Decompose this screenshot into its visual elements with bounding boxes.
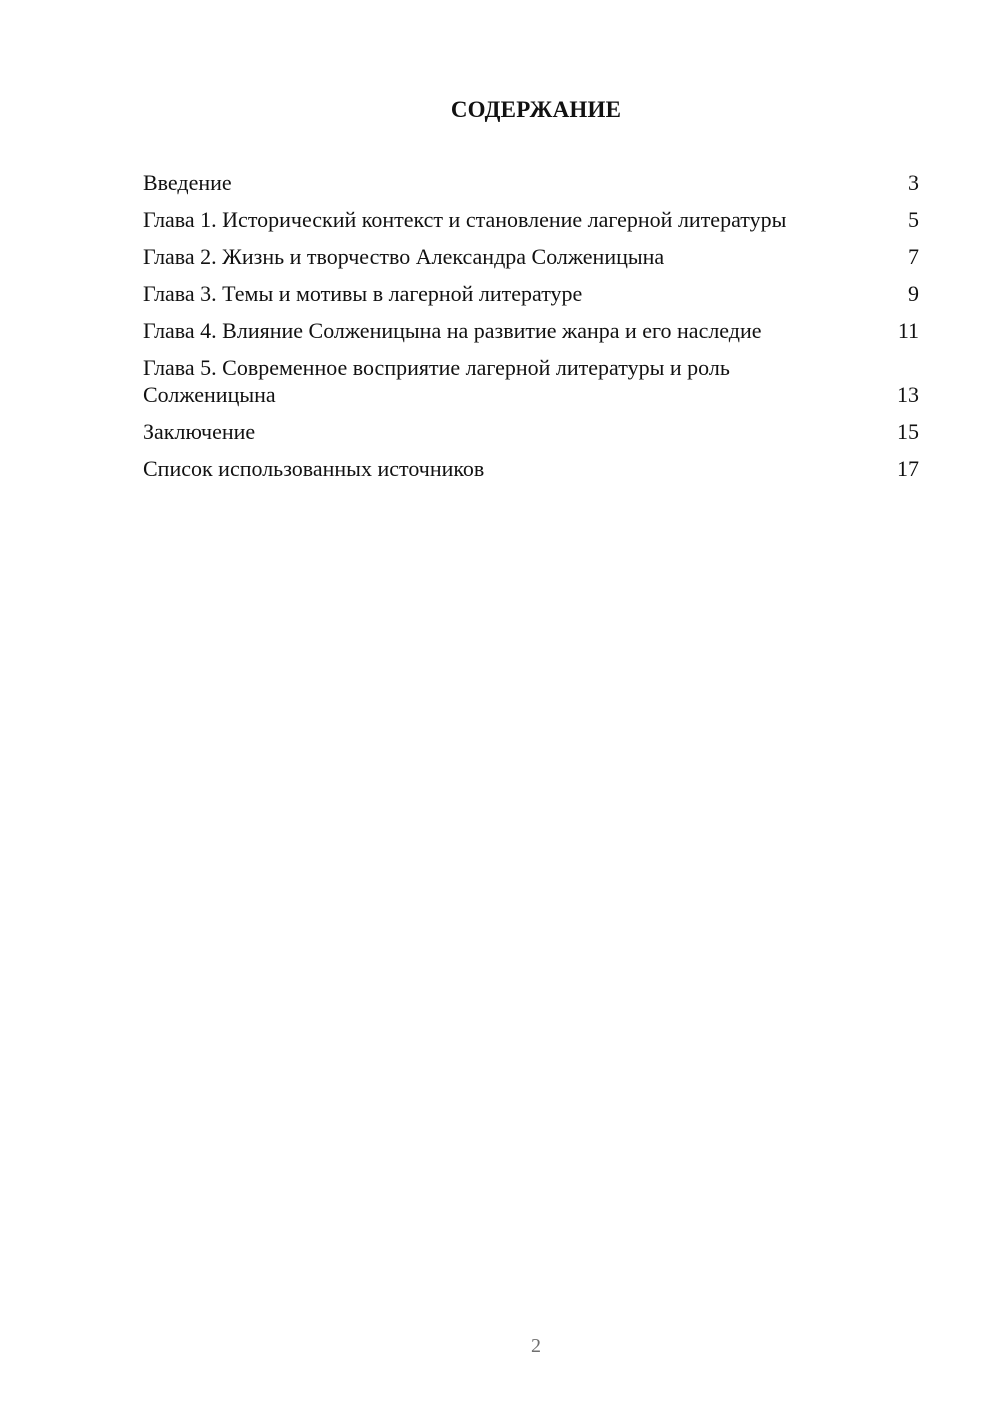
toc-entry-chapter-1 xyxy=(143,207,919,234)
toc-entry-introduction xyxy=(143,170,919,197)
toc-entry-title: Глава 3. Темы и мотивы в лагерной литературе xyxy=(143,281,583,306)
toc-entry-page: 15 xyxy=(897,418,919,444)
page-title: СОДЕРЖАНИЕ xyxy=(450,97,622,122)
toc-entry-title: Глава 1. Исторический контекст и становление лагерной литературы xyxy=(143,207,787,232)
page-number: 2 xyxy=(531,1335,541,1357)
toc-entry-title: Глава 4. Влияние Солженицына на развитие жанра и его наследие xyxy=(143,318,762,343)
toc-entry-chapter-2 xyxy=(143,244,919,271)
toc-entry-title: Глава 2. Жизнь и творчество Александра Солженицына xyxy=(143,244,665,269)
toc-entry-page: 13 xyxy=(897,381,919,407)
toc-entry-page: 11 xyxy=(897,318,919,343)
toc-entry-page: 7 xyxy=(908,244,919,269)
toc-entry-conclusion xyxy=(143,419,919,446)
toc-entry-chapter-4 xyxy=(143,318,919,345)
toc-entry-page: 17 xyxy=(897,455,919,481)
toc-entry-page: 9 xyxy=(908,281,919,306)
toc-entry-title: Введение xyxy=(143,170,232,195)
table-of-contents xyxy=(143,170,919,493)
toc-entry-chapter-3 xyxy=(143,281,919,308)
toc-entry-title: Заключение xyxy=(143,418,256,444)
toc-entry-page: 5 xyxy=(908,207,919,232)
toc-entry-chapter-5 xyxy=(143,355,919,408)
toc-entry-references xyxy=(143,456,919,483)
toc-entry-page: 3 xyxy=(908,170,919,195)
toc-entry-title: Глава 5. Современное восприятие лагерной литературы и роль Солженицына xyxy=(143,355,730,407)
toc-entry-title: Список использованных источников xyxy=(143,455,485,481)
